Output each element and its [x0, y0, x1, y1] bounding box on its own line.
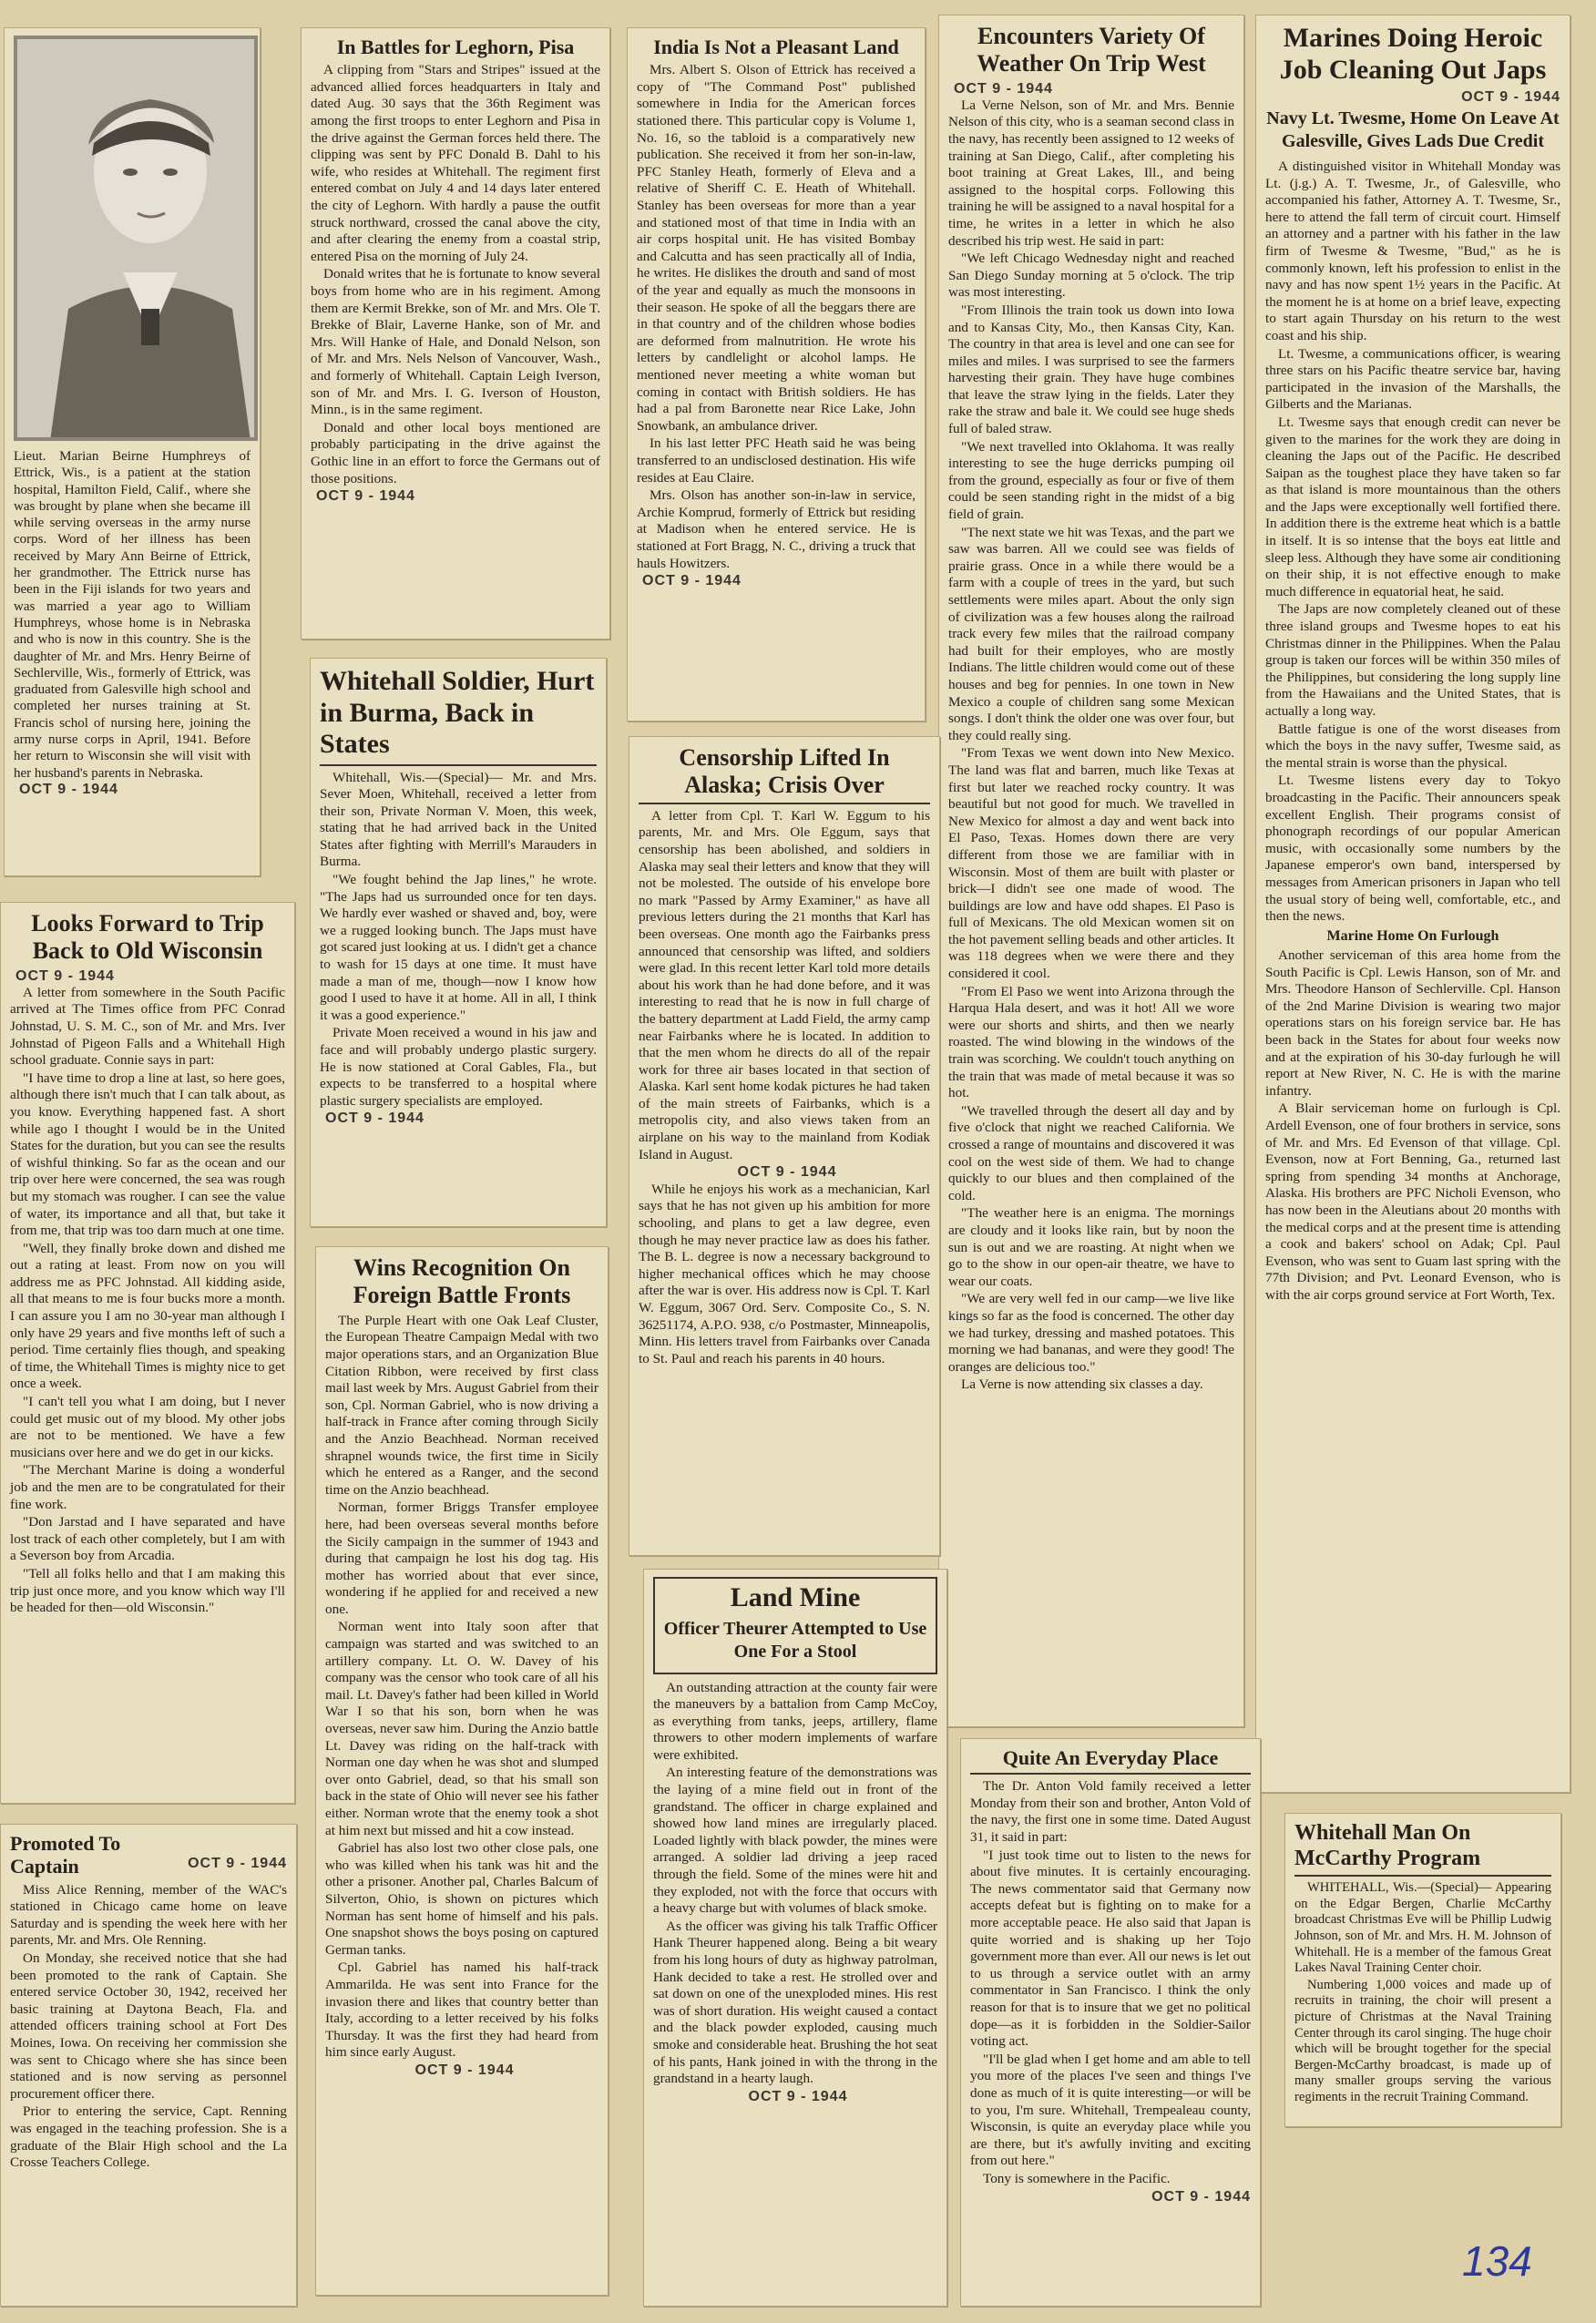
paragraph: "I'll be glad when I get home and am able to tell you more of the places I've seen and things I've done as much of it is quite interesting—or will be to you, I'm sure. Whitehall, Trempealeau county, Wisconsin, is quite an everyday place while you are there, but it's awfully inviting and exciting from out here." [970, 2051, 1251, 2169]
paragraph: The Purple Heart with one Oak Leaf Cluster, the European Theatre Campaign Medal with two major operations stars, and an Organization Blue Citation Ribbon, were received by first class mail last week by Mrs. August Gabriel from their son, Cpl. Norman Gabriel, who is now driving a half-track in France after coming through Sicily and the Anzio Beachhead. Norman received shrapnel wounds twice, the first time in Sicily which he entered as a Ranger, and the second time on the Anzio beachhead. [325, 1312, 598, 1498]
paragraph: Donald and other local boys mentioned are probably participating in the drive against the Gothic line in an effort to force the Germans out of those positions. [311, 419, 600, 486]
paragraph: The Japs are now completely cleaned out of these three island groups and Twesme hopes to eat his Christmas dinner in the Philippines. When the Palau group is taken our forces will be within 350 miles of the Philippines, but considering the long supply line from the Hawaiians and the United States, that is actually a long way. [1265, 601, 1560, 719]
paragraph: "I have time to drop a line at last, so here goes, although there isn't much that I can talk about, as you know. Everything happened fast. A short while ago I thought I would be in the United States for the duration, but you can see the results of wishful thinking. So far as the ocean and our trip over here were concerned, the sea was rough but my stomach was rougher. I can see the value of water, its importance and all that, but take it from me, that trip was too darn much at one time. [10, 1069, 285, 1239]
paragraph: "We are very well fed in our camp—we live like kings so far as the food is concerned. The other day we had turkey, dressing and mashed potatoes. This morning we had bananas, and were they good! The oranges are delicious too." [948, 1291, 1234, 1375]
clipping-marines [1255, 15, 1570, 1793]
paragraph: As the officer was giving his talk Traffic Officer Hank Theurer happened along. Being a bit weary from his long hours of duty as highway patrolman, Hank decided to take a rest. He strolled over and sat down on one of the unexploded mines. His rest was of short duration. His weight caused a contact and the black powder exploded, causing much smoke and considerable heat. Brushing the hot seat of his pants, Hank joined in with the throng in the grandstand in a hearty laugh. [653, 1918, 937, 2087]
paragraph: In his last letter PFC Heath said he was being transferred to an undisclosed destination. His wife resides at Eau Claire. [637, 435, 916, 486]
paragraph: Whitehall, Wis.—(Special)— Mr. and Mrs. Sever Moen, Whitehall, received a letter from their son, Private Norman V. Moen, this week, stating that he had arrived back in the United States after fighting with Merrill's Marauders in Burma. [320, 769, 597, 870]
paragraph: Mrs. Albert S. Olson of Ettrick has received a copy of "The Command Post" published somewhere in India for the American forces stationed there. This particular copy is Volume 1, No. 16, so the tabloid is a comparatively new publication. She received it from her son-in-law, PFC Stanley Heath, formerly of Eleva and a relative of Sheriff C. E. Heath of Whitehall. Stanley has been overseas for more than a year and stationed most of that time in India with an air corps hospital unit. He has visited Bombay and Calcutta and has seen practically all of India, he writes. He dislikes the drouth and sand of most of the year and equally as much the monsoons in their season. He spoke of all the beggars there are in that country and of the children whose bodies are deformed from malnutrition. He wrote his letters by candlelight or alcohol lamps. He mentioned never meeting a white woman but coming in contact with British soldiers. He has had a pal from Baronette near Rice Lake, John Snowbank, an ambulance driver. [637, 62, 916, 434]
paragraph: Miss Alice Renning, member of the WAC's stationed in Chicago came home on leave Saturday and is spending the week here with her parents, Mr. and Mrs. Ole Renning. [10, 1881, 287, 1949]
date-stamp: OCT 9 - 1944 [748, 2088, 848, 2104]
date-stamp: OCT 9 - 1944 [316, 488, 415, 505]
paragraph: La Verne is now attending six classes a day. [961, 1376, 1203, 1393]
clipping-land-mine [643, 1569, 947, 2307]
article-censorship-body [639, 808, 930, 1368]
paragraph: "The next state we hit was Texas, and the part we saw was barren. All we could see was fields of prairie grass. Once in a while there would be a farm with a couple of trees in the yard, but such settlements were miles apart. About the only sign of civilization was a few houses along the railroad track every few miles that the railroad company had built for their employes, who are mostly Indians. The little children would come out of these houses and beg for pennies. In one town in New Mexico a couple of children sang some Mexican songs. I don't think the older one was over four, but they could really sing. [948, 524, 1234, 743]
article-marines-body [1265, 159, 1560, 1305]
paragraph: "Well, they finally broke down and dished me out a rating at least. From now on you will address me as PFC Johnstad. All kidding aside, all that means to me is four bucks more a month. I can assure you I am no 30-year man although I only have 29 years and five months left of such a period. Time certainly flies though, and speaking of time, the Whitehall Times is mighty nice to get once a week. [10, 1240, 285, 1392]
paragraph: "From El Paso we went into Arizona through the Harqua Hala desert, and was it hot! All we wore were our shorts and shirts, and then we nearly roasted. The wind blowing in the windows of the train was scorching. We couldn't touch anything on the train that was made of metal because it was so hot. [948, 983, 1234, 1101]
paragraph: Norman, former Briggs Transfer employee here, had been overseas several months before the Sicily campaign in the summer of 1943 and during that campaign he lost his dog tag. His mother has worried about that ever since, wondering if he applied for and received a new one. [325, 1499, 598, 1617]
paragraph: A letter from Cpl. T. Karl W. Eggum to his parents, Mr. and Mrs. Ole Eggum, says that censorship has been abolished, and soldiers in Alaska may seal their letters and know that they will not be molested. The outside of his envelope bore no mark "Passed by Army Examiner," as have all previous letters during the 21 months that Karl has been overseas. One month ago the Fairbanks press announced that censorship was lifted, and soldiers were glad. In this recent letter Karl told more details about his work than he had done before, and it was interesting to read that he is now in full charge of the battery department at Ladd Field, the army camp near Fairbanks where he is located. In addition to that the men whom he directs do all of the repair work for three air bases located in that section of Alaska. Karl sent home kodak pictures he had taken of the main streets of Fairbanks, which is a metropolis city, and also views taken from an airplane on his way to the mainland from Kodiak Island in August. [639, 807, 930, 1162]
headline-promoted: Promoted To Captain [10, 1832, 121, 1878]
paragraph: "We next travelled into Oklahoma. It was really interesting to see the huge derricks pumping oil from the ground, especially as four or five of them could be seen standing right in the midst of a big field of grain. [948, 438, 1234, 523]
date-stamp: OCT 9 - 1944 [1461, 89, 1560, 105]
paragraph: Lt. Twesme says that enough credit can never be given to the marines for the work they are doing in cleaning the Japs out of the Pacific. He described Saipan as the toughest place they have taken so far as that island is more mountainous than the others and the Japs were exceptionally well fortified there. In addition there is the extreme heat which is a battle in itself. It is so intense that the boys eat little and sleep less. Although they have some air conditioning on their ship, it is not effective enough to make much difference in equatorial heat, he said. [1265, 414, 1560, 599]
paragraph: "From Illinois the train took us down into Iowa and to Kansas City, Mo., then Kansas City, Kan. The country in that area is level and one can see for miles and miles. I was surprised to see the farmers harvesting their grain. They have huge combines that leave the straw lying in the fields. Later they rake the straw and bale it. We could see huge sheds full of baled straw. [948, 302, 1234, 437]
paragraph: Prior to entering the service, Capt. Renning was engaged in the teaching profession. She is a graduate of the Blair High school and the La Crosse Teachers College. [10, 2103, 287, 2171]
paragraph: Norman went into Italy soon after that campaign was started and was switched to an artillery company. Lt. O. W. Davey of his company was the censor who took care of all his mail. Lt. Davey's father had been killed in World War I so that his son, born when he was overseas, never saw him. During the Anzio battle Lt. Davey was riding on the half-track with Norman one day when he was shot and slumped over onto Gabriel, dead, so that his small son back in the state of Ohio will never see his father either. Norman wrote that the enemy took a shot at him next but missed and hit a cow instead. [325, 1619, 598, 1838]
paragraph: "From Texas we went down into New Mexico. The land was flat and barren, much like Texas at first but later we reached rocky country. It was beautiful but not good for much. We travelled in New Mexico for almost a day and went back into El Paso, Texas. Homes down there are very different from those we are familiar with in Wisconsin. Most of them are built with plaster or brick—I didn't see one made of wood. The buildings are low and have odd shapes. El Paso is full of Mexicans. The old Mexican women sit on the hot pavement selling beads and other articles. It was 118 degrees when we were there and they considered it cool. [948, 745, 1234, 982]
headline-mccarthy: Whitehall Man On McCarthy Program [1294, 1821, 1481, 1870]
paragraph: Lt. Twesme, a communications officer, is wearing three stars on his Pacific theatre service bar, having participated in the invasion of the Marshalls, the Gilberts and the Marianas. [1265, 345, 1560, 413]
date-stamp: OCT 9 - 1944 [188, 1856, 287, 1871]
article-mccarthy-body [1294, 1880, 1551, 2105]
paragraph: "I just took time out to listen to the news for about five minutes. It is certainly encouraging. The news commentator said that Germany now accepts defeat but is fighting on to make for a more acceptable peace. He also said that Japan is quite worried and is shaking up her Tojo government more than ever. All our news is let out to us through a service outlet with an army commentator in San Francisco. I think the only reason for that is to insure that we get no political dope—as it is forbidden in the Soldier-Sailor voting act. [970, 1847, 1251, 2050]
headline-trip: Looks Forward to Trip Back to Old Wisconsin [31, 910, 264, 964]
clipping-nurse-photo [4, 27, 261, 876]
headline-everyday: Quite An Everyday Place [1002, 1746, 1219, 1769]
divider [320, 764, 597, 766]
article-weather-body [948, 97, 1234, 1394]
paragraph: Private Moen received a wound in his jaw and face and will probably undergo plastic surgery. He is now stationed at Coral Gables, Fla., but expects to be transferred to a hospital where plastic surgery specialists are employed. [320, 1025, 597, 1109]
paragraph: A Blair serviceman home on furlough is Cpl. Ardell Evenson, one of four brothers in service, sons of Mr. and Mrs. Ed Evenson of that village. Cpl. Evenson, now at Fort Benning, Ga., returned last spring from spending 34 months at Anchorage, Alaska. His brothers are PFC Nicholi Evenson, who has now been in the Aleutians about 20 months with the medical corps and at the present time is attending a cook and bakers' school on Adak; Cpl. Paul Evenson, who was sent to Guam last spring with the 77th Division; and Pvt. Leonard Evenson, who is with the air corps ground service at Fort Worth, Tex. [1265, 1100, 1560, 1303]
clipping-everyday-place [960, 1738, 1261, 2307]
date-stamp: OCT 9 - 1944 [15, 967, 115, 984]
paragraph: "Don Jarstad and I have separated and have lost track of each other completely, but I am with a Severson boy from Arcadia. [10, 1514, 285, 1564]
article-trip-body [10, 985, 285, 1617]
paragraph: Numbering 1,000 voices and made up of recruits in training, the choir will present a picture of Christmas at the Naval Training Center through its carol singing. The huge choir which will be brought together for the special Bergen-McCarthy broadcast, is made up of many smaller groups serving the various regiments in the recruit Training Command. [1294, 1977, 1551, 2104]
date-stamp: OCT 9 - 1944 [954, 80, 1053, 97]
paragraph: Battle fatigue is one of the worst diseases from which the boys in the navy suffer, Twesme said, as the mental strain is worse than the physical. [1265, 721, 1560, 771]
paragraph: La Verne Nelson, son of Mr. and Mrs. Bennie Nelson of this city, who is a seaman second class in the navy, has recently been assigned to 12 weeks of training at San Diego, Calif., after completing his boot training at Great Lakes, Ill., and being assigned to the hospital corps. Following this training he will be assigned to a naval hospital for a time, he writes in a letter in which he also described his trip west. He said in part: [948, 97, 1234, 249]
paragraph: A letter from somewhere in the South Pacific arrived at The Times office from PFC Conrad Johnstad, U. S. M. C., son of Mr. and Mrs. Iver Johnstad of Pigeon Falls and a Whitehall High school graduate. Connie says in part: [10, 984, 285, 1069]
clipping-censorship [629, 736, 940, 1556]
paragraph: Gabriel has also lost two other close pals, one who was killed when his tank was hit and the other a prisoner. Another pal, Charles Balcum of Silverton, Ohio, is shown on pictures which Norman has sent home of himself and his pals. One snapshot shows the boys posing on captured German tanks. [325, 1840, 598, 1958]
paragraph: A distinguished visitor in Whitehall Monday was Lt. (j.g.) A. T. Twesme, Jr., of Galesville, who accompanied his father, Attorney A. T. Twesme, Sr., here to attend the fall term of circuit court. Himself an attorney and a partner with his father in the law firm of Twesme & Twesme, "Bud," as he is commonly known, left his profession to enlist in the navy and has now spent 1½ years in the Pacific. At the moment he is at home on a brief leave, expecting to start again Thursday on his return to the west coast and his ship. [1265, 159, 1560, 343]
date-stamp: OCT 9 - 1944 [19, 781, 118, 797]
article-land-mine-body [653, 1680, 937, 2088]
paragraph: Tony is somewhere in the Pacific. [983, 2170, 1171, 2186]
paragraph: A clipping from "Stars and Stripes" issued at the advanced allied forces headquarters in Italy and dated Aug. 30 says that the 36th Regiment was among the first troops to enter Leghorn and Pisa in the drive against the German forces held there. The clipping was sent by PFC Donald B. Dahl to his wife, who resides at Whitehall. The regiment first entered combat on July 4 and 14 days later entered the city of Leghorn. With hardly a pause the outfit struck northward, crossed the canal above the city, and after clearing the enemy from a coastal strip, entered Pisa on the morning of July 24. [311, 62, 600, 264]
paragraph: "We left Chicago Wednesday night and reached San Diego Sunday morning at 5 o'clock. The trip was most interesting. [948, 251, 1234, 301]
paragraph: Lt. Twesme listens every day to Tokyo broadcasting in the Pacific. Their announcers speak excellent English. Their programs consist of phonograph recordings of our popular American music, with occasionally some numbers by the Japanese emperor's own band, interspersed by messages from American prisoners in Japan who tell the usual story of being well, comfortable, etc., and then the news. [1265, 773, 1560, 925]
article-everyday-body [970, 1778, 1251, 2187]
date-stamp: OCT 9 - 1944 [642, 573, 742, 589]
headline-land-mine: Land Mine [730, 1582, 861, 1612]
land-mine-header-box [653, 1577, 937, 1674]
paragraph: An outstanding attraction at the county fair were the maneuvers by a battalion from Camp McCoy, as everything from tanks, jeeps, artillery, flame throwers to other modern implements of warfare were exhibited. [653, 1679, 937, 1763]
article-leghorn-body [311, 62, 600, 487]
paragraph: Donald writes that he is fortunate to know several boys from home who are in his regiment. Among them are Kermit Brekke, son of Mr. and Mrs. Ole T. Brekke of Blair, Laverne Hanke, son of Mr. and Mrs. Will Hanke of Hale, and Donald Nelson, son of Mr. and Mrs. Nels Nelson of Vancouver, Wash., and formerly of Whitehall. Captain Leigh Iverson, son of Mr. and Mrs. I. G. Iverson of Houston, Minn., is in the same regiment. [311, 266, 600, 418]
paragraph: "We fought behind the Jap lines," he wrote. "The Japs had us surrounded once for ten days. We hardly ever washed or shaved and, boy, were we a rugged looking bunch. The Japs must have got scared just looking at us. I didn't get a chance to wash for 15 days at one time. It must have made a man of me, though—now I know how good I used to have it at home. All in all, I think it was a good experience." [320, 872, 597, 1023]
promoted-header [10, 1832, 287, 1882]
divider [639, 803, 930, 804]
paragraph: An interesting feature of the demonstrations was the laying of a mine field out in front of the grandstand. The officer in charge explained and showed how land mines are irregularly placed. Loaded lightly with black powder, the mines were arranged. A soldier lad driving a jeep raced through the field. Some of the mines were hit and they exploded, not with the force that occurs with a heavy charge but with volumes of black smoke. [653, 1765, 937, 1917]
clipping-promoted [0, 1824, 297, 2307]
paragraph: The Dr. Anton Vold family received a letter Monday from their son and brother, Anton Vold of the navy, the first one in some time. Dated August 31, it said in part: [970, 1778, 1251, 1846]
photo-caption: Lieut. Marian Beirne Humphreys of Ettrick, Wis., is a patient at the station hospital, Hamilton Field, Calif., where she was brought by plane when she became ill while serving overseas in the army nurse corps. Word of her illness has been received by Mary Ann Beirne of Ettrick, her grandmother. The Ettrick nurse has been in the Fiji islands for two years and was married a year ago to William Humphreys, whose home is in Nebraska and who is now in this country. She is the daughter of Mr. and Mrs. Henry Beirne of Sechlerville, Wis., formerly of Ettrick, was graduated from Galesville high school and completed her nurses training at St. Francis schol of nursing here, joining the army nurse corps in April, 1941. Before her return to Wisconsin she will visit with her husband's parents in Nebraska. [14, 449, 251, 781]
date-stamp: OCT 9 - 1944 [737, 1164, 837, 1181]
portrait-photo [14, 36, 258, 441]
article-promoted-body [10, 1882, 287, 2172]
article-recognition-body [325, 1313, 598, 2062]
paragraph: On Monday, she received notice that she had been promoted to the rank of Captain. She entered service October 30, 1942, received her basic training at Daytona Beach, Fla. and attended officers training school at Fort Des Moines, Iowa. On receiving her commission she was sent to Chicago where she has since been stationed and is now serving as personnel procurement officer there. [10, 1949, 287, 2102]
clipping-mccarthy [1284, 1813, 1561, 2127]
paragraph: "Tell all folks hello and that I am making this trip just once more, and you know which way I'll be headed for then—old Wisconsin." [10, 1565, 285, 1616]
photo-frame [14, 36, 258, 441]
clipping-recognition [315, 1246, 609, 2296]
page-number: 134 [1462, 2237, 1532, 2285]
paragraph: While he enjoys his work as a mechanician, Karl says that he has not given up his ambition for more schooling, and plans to get a law degree, even though he may never practice law as does his father. The B. L. degree is now a necessary background to higher mechanical offices which he may choose after the war is over. His address now is Cpl. T. Karl W. Eggum, 3067 Ord. Serv. Composite Co., S. N. 36251174, A.P.O. 938, c/o Postmaster, Minneapolis, Minn. His letters travel from Fairbanks over Canada to St. Paul and reach his parents in 40 hours. [639, 1181, 930, 1366]
headline-burma: Whitehall Soldier, Hurt in Burma, Back in States [320, 666, 595, 759]
headline-india: India Is Not a Pleasant Land [653, 36, 899, 58]
article-india-body [637, 62, 916, 572]
clipping-burma [310, 658, 607, 1227]
date-stamp: OCT 9 - 1944 [325, 1110, 425, 1127]
paragraph: "We travelled through the desert all day and by five o'clock that night we reached California. We crossed a range of mountains and discovered it was cool on the west side of them. We had to change quickly to our blues and then complained of the cold. [948, 1102, 1234, 1203]
headline-leghorn: In Battles for Leghorn, Pisa [336, 36, 575, 58]
paragraph: Mrs. Olson has another son-in-law in service, Archie Komprud, formerly of Ettrick but residing at Madison when he entered service. He is stationed at Fort Bragg, N. C., driving a truck that hauls Howitzers. [637, 487, 916, 571]
clipping-leghorn [301, 27, 610, 640]
headline-recognition: Wins Recognition On Foreign Battle Fronts [353, 1254, 571, 1308]
clipping-trip-wisconsin [0, 902, 295, 1804]
date-stamp: OCT 9 - 1944 [1151, 2188, 1251, 2205]
divider [970, 1773, 1251, 1775]
headline-weather: Encounters Variety Of Weather On Trip West [977, 23, 1206, 77]
paragraph: "I can't tell you what I am doing, but I never could get music out of my blood. My other jobs are not to be mentioned. We have a few musicians over here and we do get in our kicks. [10, 1394, 285, 1460]
headline-marines: Marines Doing Heroic Job Cleaning Out Japs [1279, 23, 1547, 85]
clipping-weather [938, 15, 1244, 1727]
article-burma-body [320, 770, 597, 1110]
paragraph: Cpl. Gabriel has named his half-track Ammarilda. He was sent into France for the invasion there and likes that country better than Italy, according to a letter received by his folks Thursday. It was the first they had heard from him since early August. [325, 1960, 598, 2061]
subheadline-land-mine: Officer Theurer Attempted to Use One For a Stool [663, 1618, 927, 1662]
paragraph: "The Merchant Marine is doing a wonderful job and the men are to be congratulated for their fine work. [10, 1462, 285, 1512]
divider [1294, 1875, 1551, 1877]
subhead-furlough: Marine Home On Furlough [1326, 927, 1499, 944]
date-stamp: OCT 9 - 1944 [414, 2062, 515, 2078]
subheadline-marines: Navy Lt. Twesme, Home On Leave At Galesville, Gives Lads Due Credit [1266, 108, 1560, 151]
headline-censorship: Censorship Lifted In Alaska; Crisis Over [679, 744, 890, 798]
clipping-india [627, 27, 926, 721]
paragraph: WHITEHALL, Wis.—(Special)— Appearing on the Edgar Bergen, Charlie McCarthy broadcast Christmas Eve will be Phillip Ludwig Johnson, son of Mr. and Mrs. H. M. Johnson of Whitehall. He is a member of the famous Great Lakes Naval Training Center choir. [1294, 1880, 1551, 1976]
paragraph: "The weather here is an enigma. The mornings are cloudy and it looks like rain, but by noon the sun is out and we are roasting. At night when we go to the show in our open-air theatre, we have to wear our coats. [948, 1205, 1234, 1289]
paragraph: Another serviceman of this area home from the South Pacific is Cpl. Lewis Hanson, son of Mr. and Mrs. Theodore Hanson of Sechlerville. Cpl. Hanson of the 2nd Marine Division is wearing two major operations stars on his foreign service bar. He has been back in the States for about four weeks now and at the expiration of his 30-day furlough he will report at New River, N. C. He is with the marine infantry. [1265, 947, 1560, 1099]
